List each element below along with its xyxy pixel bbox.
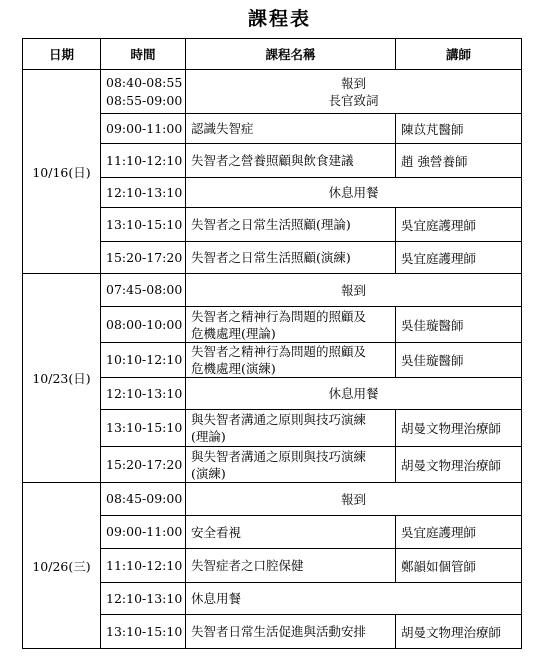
- time-text: 08:55-09:00: [106, 92, 183, 108]
- time-cell: [101, 447, 186, 483]
- date-cell: 10/26(三): [23, 483, 101, 649]
- course-cell: [186, 483, 522, 516]
- schedule-body: [23, 70, 522, 649]
- time-text: 13:10-15:10: [106, 623, 183, 639]
- instructor-cell: 吳宜庭護理師: [396, 208, 522, 242]
- course-cell: [186, 549, 396, 583]
- time-cell: [101, 549, 186, 583]
- course-text: (演練): [191, 465, 226, 481]
- course-cell: [186, 615, 396, 649]
- course-cell: [186, 274, 522, 307]
- course-text: 失智者日常生活促進與活動安排: [191, 624, 367, 639]
- header-course: 課程名稱: [186, 39, 396, 70]
- time-text: 09:00-11:00: [106, 524, 183, 539]
- table-row: [23, 274, 522, 307]
- course-text: 報到: [340, 282, 366, 298]
- course-text: 與失智者溝通之原則與技巧演練: [191, 448, 367, 464]
- time-text: 12:10-13:10: [106, 590, 183, 606]
- course-text: (理論): [191, 429, 226, 444]
- time-cell: [101, 307, 186, 343]
- time-text: 13:10-15:10: [106, 216, 183, 232]
- time-cell: [101, 343, 186, 378]
- time-text: 15:20-17:20: [106, 456, 183, 472]
- time-cell: [101, 242, 186, 274]
- course-text: 失智者之精神行為問題的照顧及: [191, 344, 367, 359]
- time-cell: [101, 70, 186, 114]
- instructor-cell: 胡曼文物理治療師: [396, 410, 522, 447]
- table-row: [23, 70, 522, 114]
- course-text: 危機處理(理論): [191, 325, 276, 341]
- instructor-cell: 趙 強營養師: [396, 144, 522, 178]
- time-cell: [101, 378, 186, 410]
- time-text: 12:10-13:10: [106, 184, 183, 200]
- time-text: 11:10-12:10: [106, 557, 183, 573]
- date-cell: 10/16(日): [23, 70, 101, 274]
- course-cell: [186, 410, 396, 447]
- course-text: 認識失智症: [191, 121, 254, 136]
- course-text: 報到: [340, 75, 366, 91]
- course-text: 安全看視: [191, 524, 242, 540]
- time-cell: [101, 178, 186, 208]
- header-instructor: 講師: [396, 39, 522, 70]
- header-time: 時間: [101, 39, 186, 70]
- course-text: 危機處理(演練): [191, 361, 276, 376]
- time-cell: [101, 615, 186, 649]
- course-cell: [186, 516, 396, 549]
- course-text: 失智者之營養照顧與飲食建議: [191, 153, 354, 168]
- course-cell: [186, 447, 396, 483]
- time-text: 12:10-13:10: [106, 385, 183, 401]
- time-cell: [101, 516, 186, 549]
- instructor-cell: 胡曼文物理治療師: [396, 615, 522, 649]
- instructor-cell: 陳苡芃醫師: [396, 114, 522, 144]
- date-cell: 10/23(日): [23, 274, 101, 483]
- time-text: 08:40-08:55: [106, 74, 183, 90]
- course-text: 休息用餐: [328, 386, 379, 401]
- course-text: 失智者之日常生活照顧(理論): [191, 217, 351, 232]
- time-cell: [101, 410, 186, 447]
- time-text: 13:10-15:10: [106, 420, 183, 435]
- header-row: [23, 39, 522, 70]
- course-text: 報到: [340, 491, 366, 507]
- header-date: 日期: [23, 39, 101, 70]
- time-cell: [101, 114, 186, 144]
- course-cell: [186, 378, 522, 410]
- instructor-cell: 吳佳璇醫師: [396, 343, 522, 378]
- time-text: 09:00-11:00: [106, 120, 183, 136]
- time-text: 08:00-10:00: [106, 316, 183, 332]
- instructor-cell: 吳佳璇醫師: [396, 307, 522, 343]
- course-text: 長官致詞: [328, 92, 379, 108]
- instructor-cell: 鄭韻如個管師: [396, 549, 522, 583]
- course-cell: [186, 144, 396, 178]
- course-cell: [186, 208, 396, 242]
- schedule-table: [22, 38, 522, 649]
- time-cell: [101, 208, 186, 242]
- course-text: 休息用餐: [328, 185, 379, 200]
- time-text: 07:45-08:00: [106, 282, 183, 297]
- time-cell: [101, 274, 186, 307]
- course-cell: [186, 343, 396, 378]
- instructor-cell: 胡曼文物理治療師: [396, 447, 522, 483]
- course-text: 失智者之精神行為問題的照顧及: [191, 308, 367, 324]
- time-cell: [101, 144, 186, 178]
- time-cell: [101, 483, 186, 516]
- instructor-cell: 吳宜庭護理師: [396, 516, 522, 549]
- course-cell: [186, 178, 522, 208]
- course-text: 失智者之日常生活照顧(演練): [191, 250, 351, 265]
- time-text: 15:20-17:20: [106, 249, 183, 265]
- instructor-cell: 吳宜庭護理師: [396, 242, 522, 274]
- course-text: 失智症者之口腔保健: [191, 558, 304, 573]
- course-cell: [186, 70, 522, 114]
- course-text: 休息用餐: [191, 591, 242, 606]
- course-cell: [186, 114, 396, 144]
- time-cell: [101, 583, 186, 615]
- time-text: 08:45-09:00: [106, 491, 183, 506]
- course-cell: [186, 242, 396, 274]
- page-title: 課程表: [247, 8, 311, 30]
- time-text: 10:10-12:10: [106, 352, 183, 367]
- time-text: 11:10-12:10: [106, 152, 183, 168]
- course-cell: [186, 583, 522, 615]
- table-row: [23, 483, 522, 516]
- course-text: 與失智者溝通之原則與技巧演練: [191, 412, 367, 427]
- course-cell: [186, 307, 396, 343]
